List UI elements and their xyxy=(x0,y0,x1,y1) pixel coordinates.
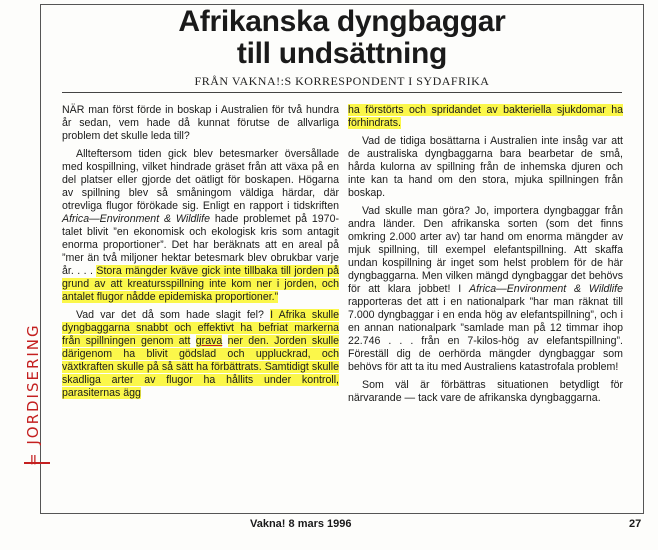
paragraph-text: Som väl är förbättras situationen betydligt för närvarande — tack vare de afrikanska dyngbaggarna. xyxy=(348,379,623,404)
title-line-2: till undsättning xyxy=(236,37,448,70)
journal-name: Africa—Environment & Wildlife xyxy=(469,283,623,295)
annotation-pointer-line xyxy=(24,462,50,464)
paragraph xyxy=(62,148,339,304)
handwritten-annotation xyxy=(6,166,42,466)
paragraph xyxy=(62,104,339,143)
paragraph xyxy=(62,309,339,400)
paragraph-text: Vad de tidiga bosättarna i Australien inte insåg var att de australiska dyngbaggarna bara bearbetar de små, hårda kulorna av spillning från de inhemska djuren och inte kan ta hand om den stora, mjuka spillningen från boskap. xyxy=(348,135,623,199)
underlined-word-grava: grava xyxy=(195,335,223,347)
highlighted-text: I Afrika skulle dyngbaggarna snabbt och effektivt ha befriat markerna från spillningen genom att xyxy=(62,309,339,347)
highlighted-text: Stora mängder kväve gick inte tillbaka till jorden på grund av att kreatursspillning inte kom ner i jorden, och antalet flugor nådde epidemiska proportioner.” xyxy=(62,265,339,303)
annotation-text: = JORDISERING xyxy=(24,323,42,466)
highlighted-text: ner den. Jorden skulle därigenom ha blivit gödslad och uppluckrad, och växtkraften skulle på så sätt ha förbättrats. Samtidigt skulle skadliga arter av flugor ha hållits under kontroll, parasiternas ägg xyxy=(62,335,339,399)
paragraph-text: Vad var det då som hade slagit fel? xyxy=(76,309,264,321)
paragraph-text: hade problemet på 1970-talet blivit ”en ekonomisk och ekologisk kris som antagit enorma proportioner”. Det har beräknats att en areal på ”mer än två miljoner hektar betesmark blev obrukbar varje år. . . . xyxy=(62,213,339,277)
paragraph-text: rapporteras det att i en nationalpark ”har man räknat till 7.000 dyngbaggar i en enda hög av elefantspillning”, och i en annan nationalpark ”samlade man på 12 timmar ihop 22.746 . . . från en 7-kilos-hög av elefantspillning”. Föreställ dig de oerhörda mängder dyngbaggar som behövs för att ta itu med Australiens katastrofala problem! xyxy=(348,296,623,373)
paragraph xyxy=(348,104,623,130)
title-line-1: Afrikanska dyngbaggar xyxy=(178,5,506,38)
byline-rule xyxy=(62,92,622,93)
article-title xyxy=(40,6,644,70)
paragraph-text: Allteftersom tiden gick blev betesmarker översållade med kospillning, vilket hindrade gräset från att växa på en del platser eller gjorde det oätligt för boskapen. Högarna av spillning blev så småningom väldiga härdar, där otrevliga flugor förökade sig. Enligt en rapport i tidskriften xyxy=(62,148,339,212)
paragraph xyxy=(348,379,623,405)
paragraph xyxy=(348,205,623,374)
footer-source: Vakna! 8 mars 1996 xyxy=(250,518,352,530)
paragraph-text: NÄR man först förde in boskap i Australien för två hundra år sedan, vem hade då kunnat förutse de allvarliga problem det skulle leda till? xyxy=(62,104,339,142)
byline: FRÅN VAKNA!:S KORRESPONDENT I SYDAFRIKA xyxy=(194,74,490,88)
left-column xyxy=(62,104,339,405)
paragraph xyxy=(348,135,623,200)
highlighted-text: ha förstörts och spridandet av bakteriella sjukdomar ha förhindrats. xyxy=(348,104,623,129)
paragraph-text: Vad skulle man göra? Jo, importera dyngbaggar från andra länder. Den afrikanska sorten (som det finns omkring 2.000 arter av) tar hand om enorma mängder av mjuk spillning, till exempel elefantspillning. Att skaffa undan kospillning är inget som helst problem för de här dyngbaggarna. Men vilken mängd dyngbaggar det behövs för att klara jobbet! I xyxy=(348,205,623,295)
right-column xyxy=(348,104,623,410)
page-number: 27 xyxy=(629,518,642,530)
journal-name: Africa—Environment & Wildlife xyxy=(62,213,210,225)
